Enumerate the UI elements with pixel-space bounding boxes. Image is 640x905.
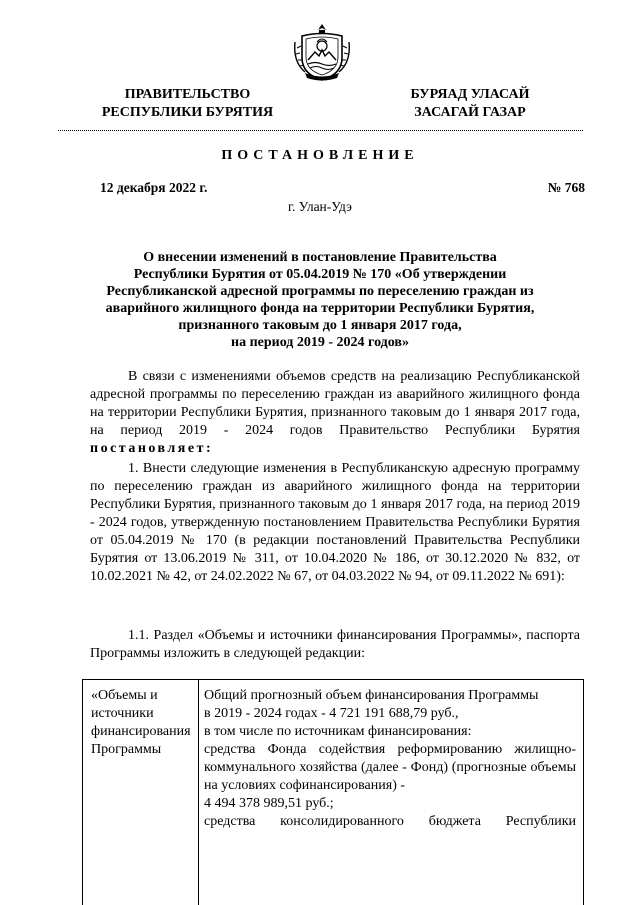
title-line-1: О внесении изменений в постановление Правительства [143,250,497,265]
preamble-resolves: постановляет: [90,441,214,456]
paragraph-preamble [90,368,580,458]
government-name-bua-line2: ЗАСАГАЙ ГАЗАР [414,105,526,120]
government-name-bua [395,86,545,122]
document-date: 12 декабря 2022 г. [100,180,208,195]
table-value-line-6: средства консолидированного бюджета Республики [204,814,576,829]
title-line-6: на период 2019 - 2024 годов» [231,335,409,350]
document-city: г. Улан-Удэ [288,199,352,214]
table-value-line-5: 4 494 378 989,51 руб.; [204,796,334,811]
header-divider [58,130,583,131]
government-name-ru-line1: ПРАВИТЕЛЬСТВО [124,87,251,102]
title-line-2: Республики Бурятия от 05.04.2019 № 170 «Об утверждении [133,267,507,282]
government-name-ru [90,86,285,122]
table-column-divider [198,680,199,905]
document-number: № 768 [547,180,585,195]
paragraph-item-1: 1. Внести следующие изменения в Республиканскую адресную программу по переселению граждан из аварийного жилищного фонда на территории Республики Бурятия, признанного таковым до 1 января 2017 года, на период 2019 - 2024 годов, утвержденную постановлением Правительства Республики Бурятия от 05.04.2019 № 170 (в редакции постановлений Правительства Республики Бурятия от 13.06.2019 № 311, от 10.04.2020 № 186, от 30.12.2020 № 832, от 10.02.2021 № 42, от 24.02.2022 № 67, от 04.03.2022 № 94, от 09.11.2022 № 691): [90,461,580,584]
table-value-line-1: Общий прогнозный объем финансирования Программы [204,688,539,703]
title-line-5: признанного таковым до 1 января 2017 года, [178,318,462,333]
table-value-line-2: в 2019 - 2024 годах - 4 721 191 688,79 руб., [204,706,459,721]
table-label-cell: «Объемы и источники финансирования Программы [91,688,191,757]
paragraph-item-1-1: 1.1. Раздел «Объемы и источники финансирования Программы», паспорта Программы изложить в следующей редакции: [90,628,580,661]
preamble-text: В связи с изменениями объемов средств на реализацию Республиканской адресной программы по переселению граждан из аварийного жилищного фонда на территории Республики Бурятия, признанного таковым до 1 января 2017 года, на период 2019 - 2024 годов Правительство Республики Бурятия [90,369,580,438]
table-value-line-3: в том числе по источникам финансирования: [204,724,472,739]
document-title [80,249,560,351]
table-value-cell [204,687,576,831]
funding-table [82,679,584,905]
table-value-line-4: средства Фонда содействия реформированию жилищно-коммунального хозяйства (далее - Фонд) (прогнозные объемы на условиях софинансирования) - [204,742,576,793]
government-name-bua-line1: БУРЯАД УЛАСАЙ [410,87,530,102]
government-name-ru-line2: РЕСПУБЛИКИ БУРЯТИЯ [101,105,274,120]
document-type: ПОСТАНОВЛЕНИЕ [221,148,419,163]
title-line-4: аварийного жилищного фонда на территории Республики Бурятия, [105,301,535,316]
title-line-3: Республиканской адресной программы по переселению граждан из [106,284,534,299]
coat-of-arms-icon [293,22,351,82]
